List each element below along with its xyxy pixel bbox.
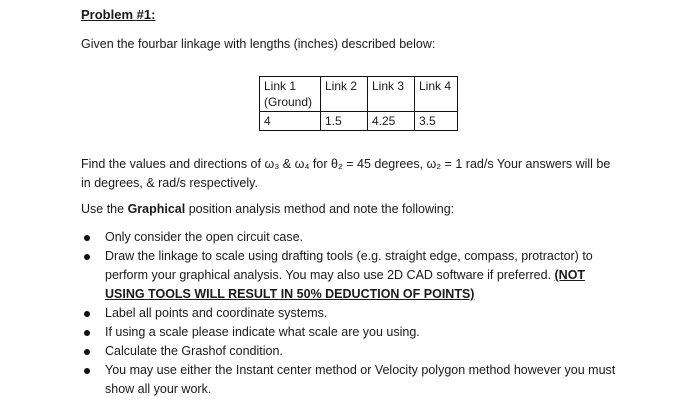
bullet-icon bbox=[84, 235, 90, 241]
note-text: Label all points and coordinate systems. bbox=[105, 306, 328, 320]
note-text: You may use either the Instant center method or Velocity polygon method however you must show all your work. bbox=[105, 363, 616, 396]
notes-list bbox=[81, 228, 621, 399]
list-item bbox=[81, 228, 621, 247]
note-text: Calculate the Grashof condition. bbox=[105, 344, 283, 358]
method-suffix: position analysis method and note the following: bbox=[185, 202, 455, 216]
list-item bbox=[81, 304, 621, 323]
note-text: Only consider the open circuit case. bbox=[105, 230, 304, 244]
header-link-4: Link 4 bbox=[415, 77, 458, 112]
list-item bbox=[81, 361, 621, 399]
value-link-4: 3.5 bbox=[415, 112, 458, 131]
value-link-3: 4.25 bbox=[368, 112, 415, 131]
list-item bbox=[81, 323, 621, 342]
header-link-2: Link 2 bbox=[321, 77, 368, 112]
table-header-row bbox=[260, 77, 458, 112]
link-lengths-table bbox=[259, 76, 458, 131]
value-link-1: 4 bbox=[260, 112, 321, 131]
bullet-icon bbox=[84, 254, 90, 260]
method-name: Graphical bbox=[127, 202, 186, 216]
bullet-icon bbox=[84, 349, 90, 355]
method-prefix: Use the bbox=[81, 202, 128, 216]
list-item bbox=[81, 247, 621, 304]
find-instructions: Find the values and directions of ω₃ & ω₄ for θ₂ = 45 degrees, ω₂ = 1 rad/s Your answers will be in degrees, & rad/s respectively. bbox=[81, 157, 611, 190]
bullet-icon bbox=[84, 330, 90, 336]
method-instructions bbox=[81, 200, 621, 219]
value-link-2: 1.5 bbox=[321, 112, 368, 131]
problem-intro: Given the fourbar linkage with lengths (inches) described below: bbox=[81, 37, 436, 51]
list-item bbox=[81, 342, 621, 361]
bullet-icon bbox=[84, 368, 90, 374]
table-value-row bbox=[260, 112, 458, 131]
header-link-1-line2: (Ground) bbox=[264, 95, 313, 109]
header-link-1 bbox=[260, 77, 321, 112]
bullet-icon bbox=[84, 311, 90, 317]
deduction-warning: (NOT USING TOOLS WILL RESULT IN 50% DEDUCTION OF POINTS) bbox=[105, 268, 586, 301]
header-link-3: Link 3 bbox=[368, 77, 415, 112]
note-text: If using a scale please indicate what scale are you using. bbox=[105, 325, 420, 339]
note-text: Draw the linkage to scale using drafting tools (e.g. straight edge, compass, protractor) to perform your graphical analysis. You may also use 2D CAD software if preferred. bbox=[105, 249, 593, 282]
problem-title: Problem #1: bbox=[81, 7, 156, 22]
header-link-1-line1: Link 1 bbox=[264, 79, 297, 93]
